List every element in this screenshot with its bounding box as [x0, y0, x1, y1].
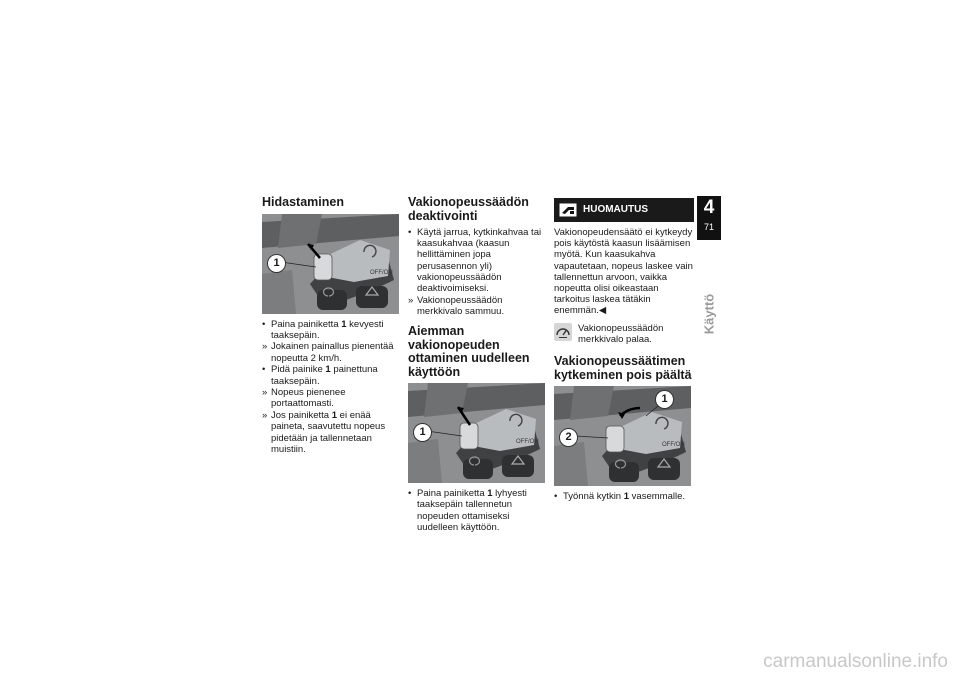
list-item: • Paina painiketta 1 kevyesti taaksepäin. — [262, 318, 384, 341]
callout-1: 1 — [267, 254, 286, 273]
callout-2: 2 — [559, 428, 578, 447]
speedometer-lamp-icon — [554, 323, 572, 341]
cruise-control-note-icon — [559, 203, 577, 217]
indicator-row — [554, 323, 694, 345]
switch-label: OFF/ON — [516, 439, 539, 446]
column-middle — [408, 196, 548, 533]
list-item: » Nopeus pienenee portaattomasti. — [262, 387, 346, 410]
heading-switch-off: Vakionopeussäätimen kytkeminen pois päältä — [554, 354, 692, 382]
indicator-text: Vakionopeussäädön merkkivalo palaa. — [578, 322, 664, 345]
note-header — [554, 198, 694, 222]
list-item: » Vakionopeussäädön merkkivalo sammuu. — [408, 294, 505, 317]
chapter-number: 4 — [703, 197, 715, 218]
chapter-tab — [697, 196, 721, 240]
heading-resume: Aiemman vakionopeuden ottaminen uudelleen käyttöön — [408, 324, 530, 379]
list-item: • Paina painiketta 1 lyhyesti taaksepäin tallennetun nopeuden ottamiseksi uudelleen käyttöön. — [408, 488, 527, 533]
chapter-title: Käyttö — [701, 293, 717, 335]
note-body: Vakionopeudensäätö ei kytkeydy pois käytöstä kaasun lisäämisen myötä. Kun kaasukahva vapautetaan, nopeus laskee vain tallennettun arvoon, vaikka nopeutta olisi oikeastaan tarkoitus laskea tätäkin enemmän.◀ — [554, 227, 693, 317]
steps-list-switch-off — [554, 491, 694, 502]
column-left — [262, 196, 400, 455]
switch-label: OFF/ON — [370, 269, 393, 276]
switch-label: OFF/ON — [662, 442, 685, 449]
callout-1: 1 — [413, 423, 432, 442]
heading-hidastaminen: Hidastaminen — [262, 195, 344, 209]
column-right — [554, 196, 694, 503]
watermark: carmanualsonline.info — [763, 651, 948, 672]
page-number: 71 — [703, 222, 714, 232]
end-mark: ◀ — [598, 305, 607, 317]
list-item: » Jokainen painallus pienentää nopeutta 2 km/h. — [262, 341, 394, 364]
steps-list-decelerate — [262, 319, 400, 455]
steps-list-deactivate — [408, 227, 548, 317]
list-item: • Pidä painike 1 painettuna taaksepäin. — [262, 364, 378, 387]
callout-1: 1 — [655, 390, 674, 409]
note-heading: HUOMAUTUS — [583, 204, 648, 216]
list-item: • Käytä jarrua, kytkinkahvaa tai kaasukahvaa (kaasun hellittäminen jopa perusasennon yli) vakionopeussäädön deaktivoimiseksi. — [408, 227, 542, 295]
steps-list-resume — [408, 488, 548, 533]
handlebar-photo-resume — [408, 383, 545, 483]
handlebar-photo-decelerate — [262, 214, 399, 314]
list-item: » Jos painiketta 1 ei enää paineta, saavutettu nopeus pidetään ja tallennetaan muistiin. — [262, 410, 386, 455]
handlebar-photo-switch-off — [554, 386, 691, 486]
heading-deaktivointi: Vakionopeussäädön deaktivointi — [408, 195, 529, 223]
list-item: • Työnnä kytkin 1 vasemmalle. — [554, 491, 685, 503]
